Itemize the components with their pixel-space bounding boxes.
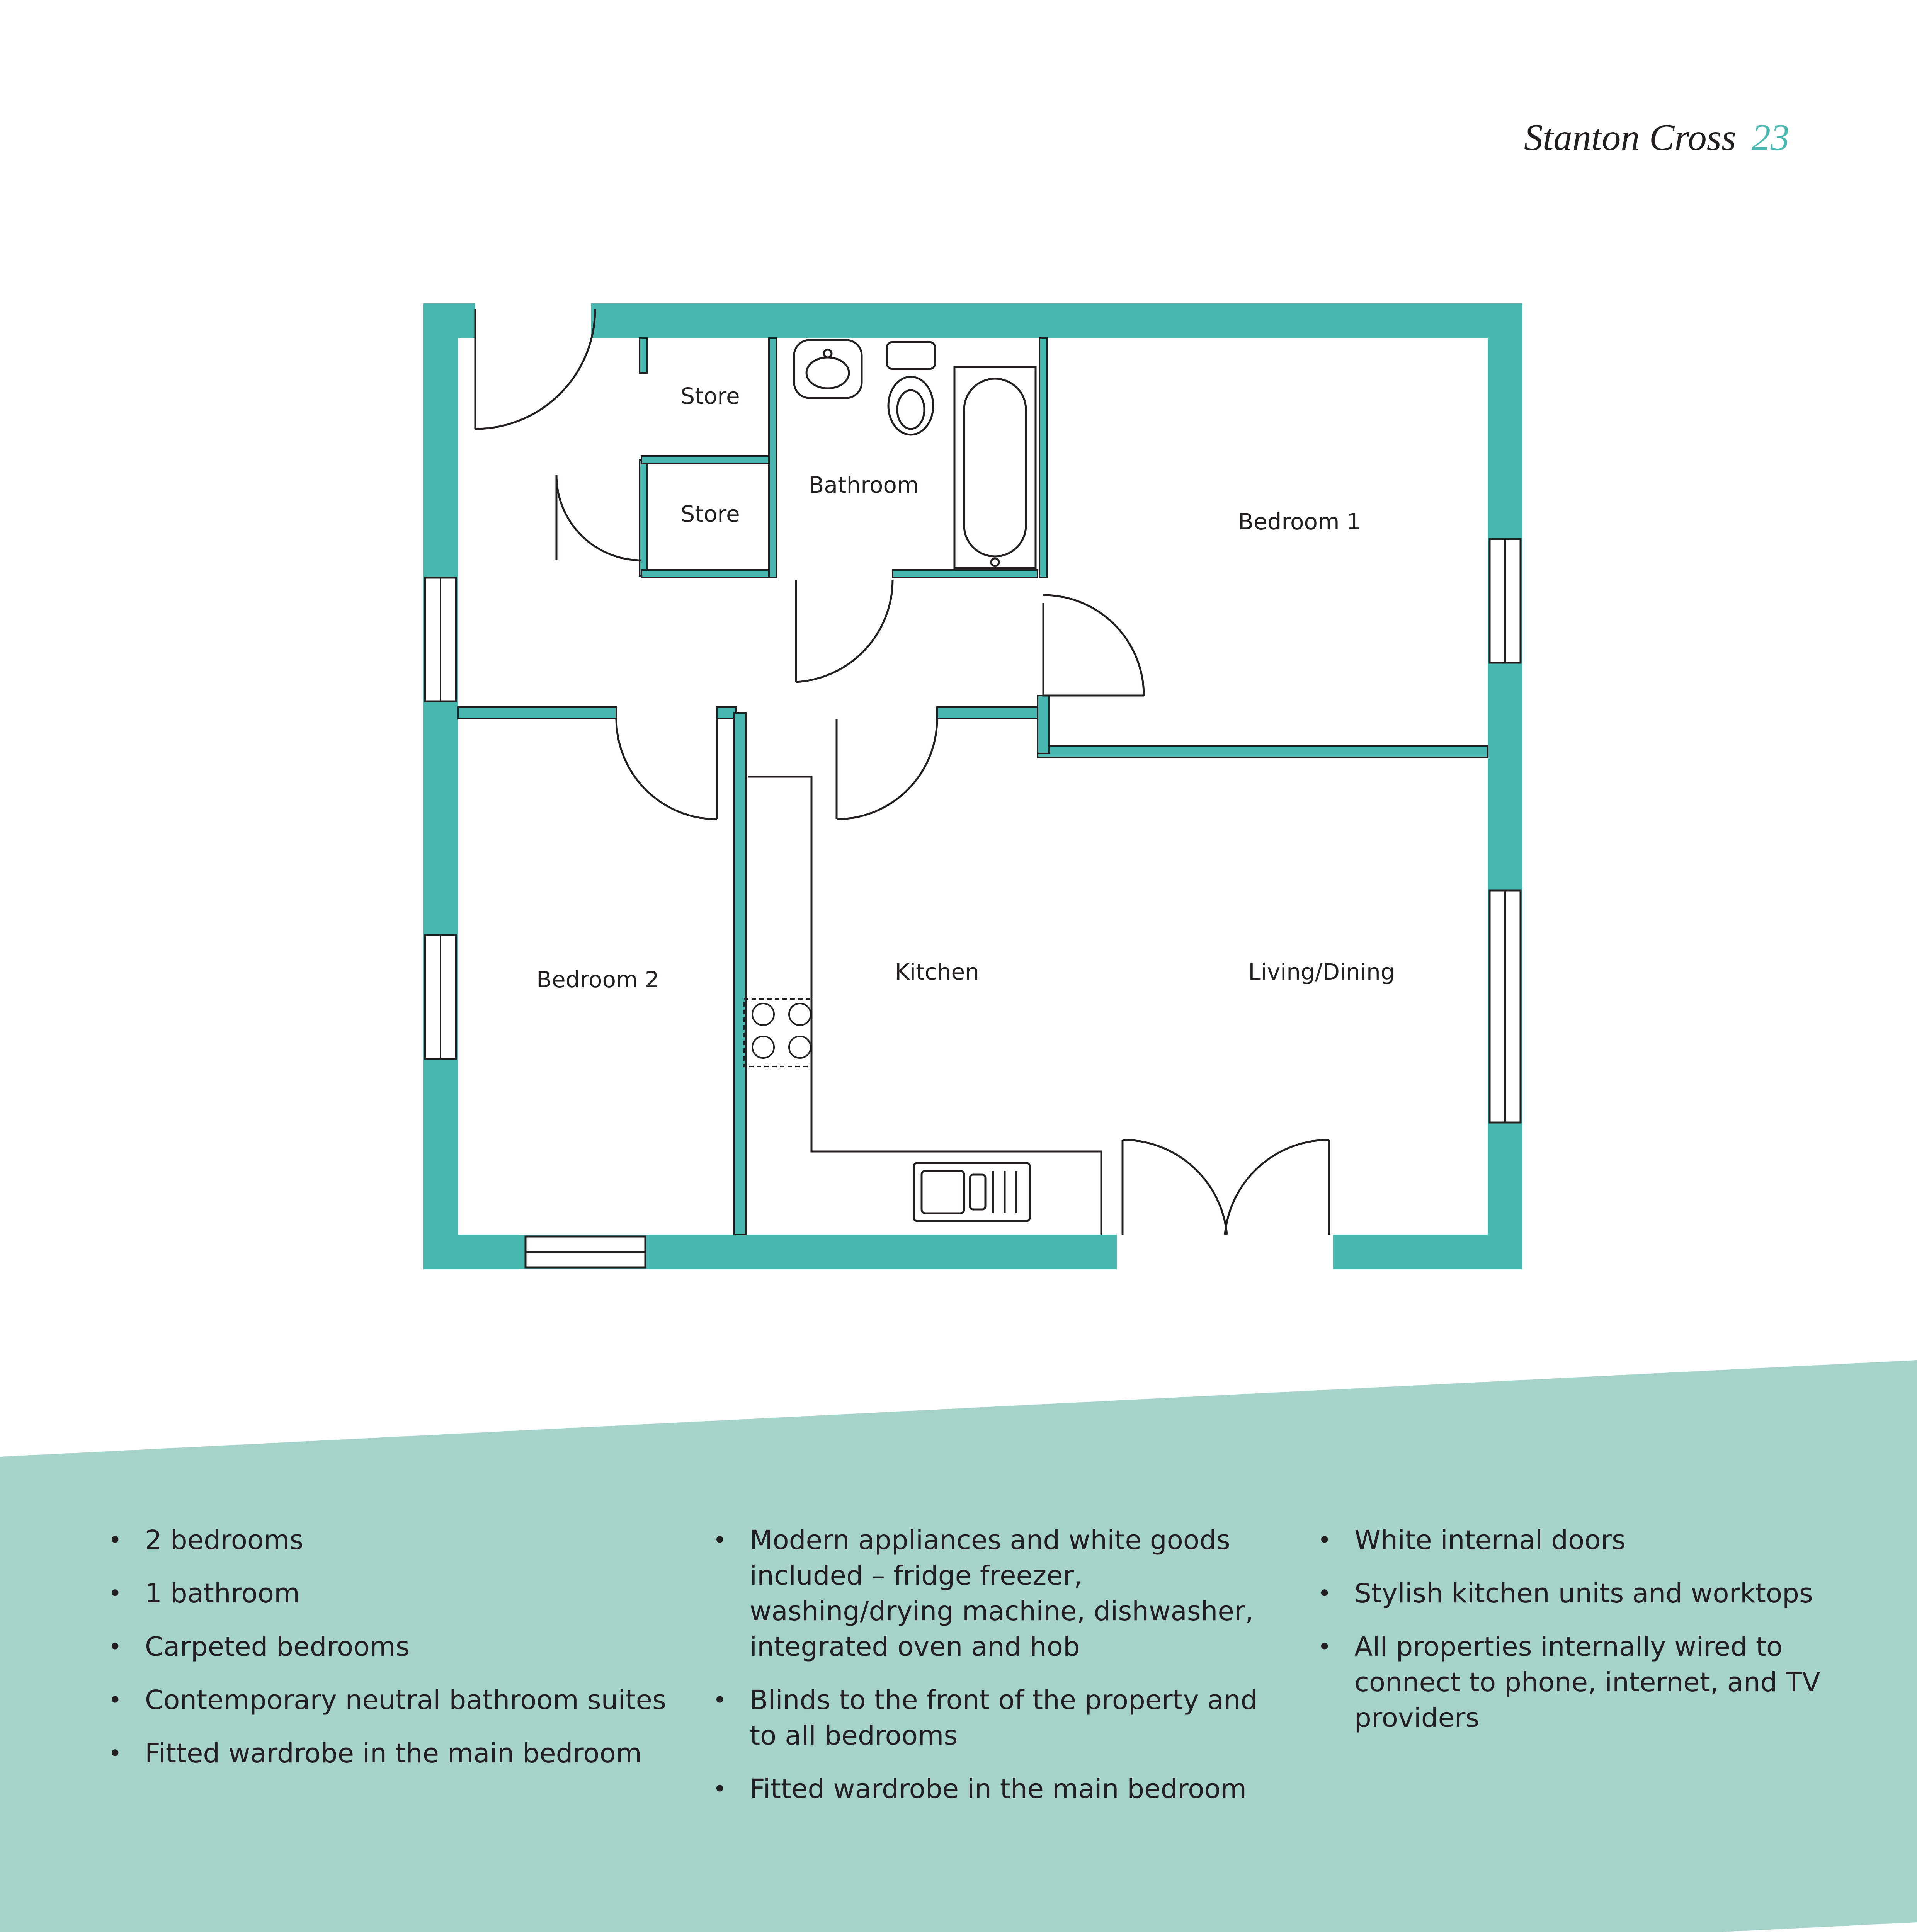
- page-number: 23: [1752, 117, 1789, 158]
- kitchen-units: [748, 777, 1101, 1235]
- room-label-store-1: Store: [680, 383, 740, 409]
- feature-item: • Stylish kitchen units and worktops: [1318, 1576, 1828, 1611]
- feature-item: • All properties internally wired to connect to phone, internet, and TV providers: [1318, 1629, 1828, 1736]
- feature-item: • Carpeted bedrooms: [108, 1629, 668, 1665]
- toilet-icon: [887, 342, 935, 435]
- feature-item: • 2 bedrooms: [108, 1522, 668, 1558]
- window-glazing: [441, 539, 1505, 1252]
- room-label-store-2: Store: [680, 501, 740, 527]
- feature-item: • White internal doors: [1318, 1522, 1828, 1558]
- room-label-bedroom-1: Bedroom 1: [1238, 509, 1361, 535]
- feature-list-3: [1318, 1522, 1828, 1753]
- room-label-living-dining: Living/Dining: [1248, 959, 1395, 985]
- feature-list-1: [108, 1522, 668, 1789]
- feature-item: • Contemporary neutral bathroom suites: [108, 1682, 668, 1718]
- hob-icon: [744, 999, 811, 1066]
- room-label-bathroom: Bathroom: [808, 472, 919, 498]
- feature-item: • Modern appliances and white goods included – fridge freezer, washing/drying machine, dishwasher, integrated oven and hob: [713, 1522, 1273, 1665]
- development-name: Stanton Cross: [1524, 117, 1736, 158]
- feature-item: • Fitted wardrobe in the main bedroom: [108, 1736, 668, 1771]
- basin-icon: [794, 340, 862, 398]
- feature-list-2: [713, 1522, 1273, 1825]
- interior-walls: [458, 338, 1488, 1235]
- feature-item: • Fitted wardrobe in the main bedroom: [713, 1771, 1273, 1807]
- doors: [475, 309, 1329, 1235]
- feature-item: • Blinds to the front of the property and to all bedrooms: [713, 1682, 1273, 1753]
- room-label-bedroom-2: Bedroom 2: [536, 966, 659, 993]
- feature-item: • 1 bathroom: [108, 1576, 668, 1611]
- exterior-walls: [423, 303, 1522, 1269]
- bath-icon: [954, 367, 1036, 568]
- room-label-kitchen: Kitchen: [895, 959, 979, 985]
- sink-icon: [914, 1163, 1030, 1221]
- windows: [425, 539, 1521, 1267]
